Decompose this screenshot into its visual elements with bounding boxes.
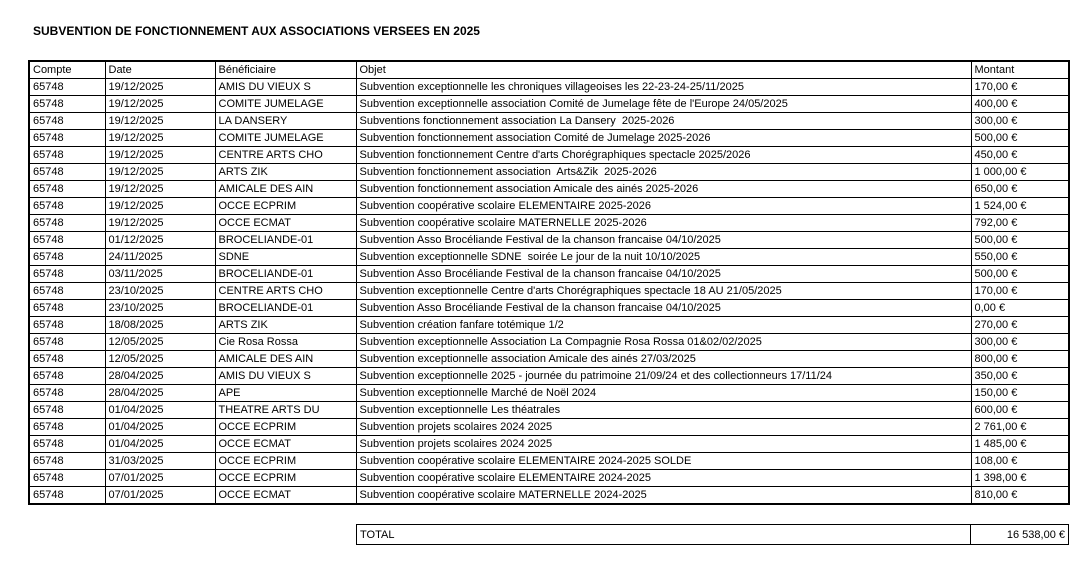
cell-date: 19/12/2025 — [105, 113, 215, 130]
cell-date: 01/04/2025 — [105, 419, 215, 436]
cell-date: 07/01/2025 — [105, 487, 215, 505]
table-row — [29, 266, 1069, 283]
cell-beneficiaire: OCCE ECMAT — [215, 215, 356, 232]
cell-date: 19/12/2025 — [105, 164, 215, 181]
cell-montant: 600,00 € — [971, 402, 1069, 419]
cell-compte: 65748 — [29, 249, 105, 266]
cell-objet: Subvention fonctionnement association Arts&Zik 2025-2026 — [356, 164, 971, 181]
cell-objet: Subvention Asso Brocéliande Festival de la chanson francaise 04/10/2025 — [356, 300, 971, 317]
cell-objet: Subvention exceptionnelle association Comité de Jumelage fête de l'Europe 24/05/2025 — [356, 96, 971, 113]
cell-compte: 65748 — [29, 487, 105, 505]
cell-beneficiaire: OCCE ECMAT — [215, 436, 356, 453]
cell-montant: 1 524,00 € — [971, 198, 1069, 215]
table-row — [29, 181, 1069, 198]
cell-compte: 65748 — [29, 402, 105, 419]
cell-compte: 65748 — [29, 79, 105, 96]
cell-compte: 65748 — [29, 351, 105, 368]
cell-date: 19/12/2025 — [105, 215, 215, 232]
cell-date: 31/03/2025 — [105, 453, 215, 470]
cell-objet: Subvention exceptionnelle Marché de Noël 2024 — [356, 385, 971, 402]
table-row — [29, 419, 1069, 436]
col-header-date: Date — [105, 61, 215, 79]
cell-montant: 792,00 € — [971, 215, 1069, 232]
cell-compte: 65748 — [29, 283, 105, 300]
table-row — [29, 164, 1069, 181]
cell-montant: 500,00 € — [971, 266, 1069, 283]
table-row — [29, 147, 1069, 164]
cell-objet: Subvention coopérative scolaire MATERNELLE 2025-2026 — [356, 215, 971, 232]
total-row — [356, 524, 1069, 545]
cell-beneficiaire: BROCELIANDE-01 — [215, 266, 356, 283]
cell-date: 28/04/2025 — [105, 385, 215, 402]
cell-date: 28/04/2025 — [105, 368, 215, 385]
cell-compte: 65748 — [29, 96, 105, 113]
cell-objet: Subvention exceptionnelle Les théatrales — [356, 402, 971, 419]
cell-objet: Subvention exceptionnelle Centre d'arts Chorégraphiques spectacle 18 AU 21/05/2025 — [356, 283, 971, 300]
cell-compte: 65748 — [29, 113, 105, 130]
cell-compte: 65748 — [29, 266, 105, 283]
table-row — [29, 402, 1069, 419]
cell-beneficiaire: AMIS DU VIEUX S — [215, 79, 356, 96]
cell-beneficiaire: OCCE ECMAT — [215, 487, 356, 505]
cell-objet: Subvention coopérative scolaire ELEMENTAIRE 2024-2025 SOLDE — [356, 453, 971, 470]
total-label: TOTAL — [357, 525, 971, 545]
cell-compte: 65748 — [29, 181, 105, 198]
cell-beneficiaire: BROCELIANDE-01 — [215, 232, 356, 249]
cell-montant: 150,00 € — [971, 385, 1069, 402]
table-row — [29, 249, 1069, 266]
cell-montant: 170,00 € — [971, 79, 1069, 96]
table-row — [29, 453, 1069, 470]
cell-date: 19/12/2025 — [105, 147, 215, 164]
cell-date: 12/05/2025 — [105, 351, 215, 368]
cell-compte: 65748 — [29, 215, 105, 232]
cell-date: 23/10/2025 — [105, 300, 215, 317]
cell-compte: 65748 — [29, 300, 105, 317]
cell-montant: 400,00 € — [971, 96, 1069, 113]
cell-objet: Subvention Asso Brocéliande Festival de la chanson francaise 04/10/2025 — [356, 232, 971, 249]
cell-compte: 65748 — [29, 436, 105, 453]
cell-compte: 65748 — [29, 334, 105, 351]
col-header-beneficiaire: Bénéficiaire — [215, 61, 356, 79]
cell-objet: Subvention Asso Brocéliande Festival de la chanson francaise 04/10/2025 — [356, 266, 971, 283]
cell-objet: Subvention exceptionnelle Association La Compagnie Rosa Rossa 01&02/02/2025 — [356, 334, 971, 351]
page-title: SUBVENTION DE FONCTIONNEMENT AUX ASSOCIATIONS VERSEES EN 2025 — [33, 24, 480, 38]
table-row — [29, 215, 1069, 232]
cell-compte: 65748 — [29, 232, 105, 249]
cell-objet: Subvention fonctionnement Centre d'arts Chorégraphiques spectacle 2025/2026 — [356, 147, 971, 164]
cell-beneficiaire: CENTRE ARTS CHO — [215, 283, 356, 300]
table-row — [29, 79, 1069, 96]
cell-objet: Subvention exceptionnelle les chroniques villageoises les 22-23-24-25/11/2025 — [356, 79, 971, 96]
cell-objet: Subvention coopérative scolaire MATERNELLE 2024-2025 — [356, 487, 971, 505]
cell-compte: 65748 — [29, 453, 105, 470]
col-header-montant: Montant — [971, 61, 1069, 79]
cell-beneficiaire: THEATRE ARTS DU — [215, 402, 356, 419]
cell-montant: 0,00 € — [971, 300, 1069, 317]
table-row — [29, 368, 1069, 385]
cell-beneficiaire: AMICALE DES AIN — [215, 351, 356, 368]
cell-date: 12/05/2025 — [105, 334, 215, 351]
table-row — [29, 436, 1069, 453]
table-row — [29, 232, 1069, 249]
cell-montant: 350,00 € — [971, 368, 1069, 385]
cell-montant: 500,00 € — [971, 130, 1069, 147]
cell-beneficiaire: OCCE ECPRIM — [215, 470, 356, 487]
table-row — [29, 96, 1069, 113]
table-row — [29, 334, 1069, 351]
cell-compte: 65748 — [29, 164, 105, 181]
table-row — [29, 317, 1069, 334]
cell-montant: 810,00 € — [971, 487, 1069, 505]
cell-objet: Subvention coopérative scolaire ELEMENTAIRE 2025-2026 — [356, 198, 971, 215]
cell-beneficiaire: Cie Rosa Rossa — [215, 334, 356, 351]
cell-objet: Subventions fonctionnement association La Dansery 2025-2026 — [356, 113, 971, 130]
cell-beneficiaire: APE — [215, 385, 356, 402]
cell-montant: 500,00 € — [971, 232, 1069, 249]
col-header-compte: Compte — [29, 61, 105, 79]
cell-compte: 65748 — [29, 130, 105, 147]
cell-beneficiaire: BROCELIANDE-01 — [215, 300, 356, 317]
cell-compte: 65748 — [29, 419, 105, 436]
cell-montant: 1 398,00 € — [971, 470, 1069, 487]
table-row — [29, 130, 1069, 147]
cell-montant: 270,00 € — [971, 317, 1069, 334]
cell-date: 03/11/2025 — [105, 266, 215, 283]
cell-date: 01/04/2025 — [105, 436, 215, 453]
cell-beneficiaire: OCCE ECPRIM — [215, 198, 356, 215]
cell-objet: Subvention création fanfare totémique 1/2 — [356, 317, 971, 334]
cell-montant: 170,00 € — [971, 283, 1069, 300]
cell-beneficiaire: AMIS DU VIEUX S — [215, 368, 356, 385]
cell-montant: 800,00 € — [971, 351, 1069, 368]
cell-compte: 65748 — [29, 198, 105, 215]
cell-montant: 1 000,00 € — [971, 164, 1069, 181]
table-body — [29, 79, 1069, 505]
cell-beneficiaire: COMITE JUMELAGE — [215, 96, 356, 113]
table-row — [29, 198, 1069, 215]
cell-montant: 650,00 € — [971, 181, 1069, 198]
cell-beneficiaire: ARTS ZIK — [215, 317, 356, 334]
cell-beneficiaire: COMITE JUMELAGE — [215, 130, 356, 147]
cell-objet: Subvention fonctionnement association Amicale des ainés 2025-2026 — [356, 181, 971, 198]
cell-beneficiaire: OCCE ECPRIM — [215, 453, 356, 470]
cell-montant: 108,00 € — [971, 453, 1069, 470]
cell-objet: Subvention coopérative scolaire ELEMENTAIRE 2024-2025 — [356, 470, 971, 487]
cell-date: 07/01/2025 — [105, 470, 215, 487]
cell-montant: 300,00 € — [971, 334, 1069, 351]
table-header-row — [29, 61, 1069, 79]
table-row — [29, 283, 1069, 300]
cell-compte: 65748 — [29, 385, 105, 402]
cell-date: 01/04/2025 — [105, 402, 215, 419]
col-header-objet: Objet — [356, 61, 971, 79]
cell-compte: 65748 — [29, 470, 105, 487]
cell-montant: 300,00 € — [971, 113, 1069, 130]
cell-beneficiaire: AMICALE DES AIN — [215, 181, 356, 198]
cell-date: 19/12/2025 — [105, 96, 215, 113]
cell-date: 19/12/2025 — [105, 79, 215, 96]
cell-beneficiaire: LA DANSERY — [215, 113, 356, 130]
table-row — [29, 351, 1069, 368]
subsidies-table — [28, 60, 1070, 505]
cell-objet: Subvention exceptionnelle SDNE soirée Le jour de la nuit 10/10/2025 — [356, 249, 971, 266]
cell-montant: 550,00 € — [971, 249, 1069, 266]
cell-objet: Subvention projets scolaires 2024 2025 — [356, 419, 971, 436]
table-row — [29, 300, 1069, 317]
cell-date: 18/08/2025 — [105, 317, 215, 334]
cell-compte: 65748 — [29, 147, 105, 164]
cell-date: 23/10/2025 — [105, 283, 215, 300]
cell-objet: Subvention exceptionnelle association Amicale des ainés 27/03/2025 — [356, 351, 971, 368]
cell-date: 19/12/2025 — [105, 198, 215, 215]
cell-beneficiaire: OCCE ECPRIM — [215, 419, 356, 436]
cell-beneficiaire: ARTS ZIK — [215, 164, 356, 181]
cell-montant: 2 761,00 € — [971, 419, 1069, 436]
cell-compte: 65748 — [29, 317, 105, 334]
cell-objet: Subvention projets scolaires 2024 2025 — [356, 436, 971, 453]
cell-objet: Subvention exceptionnelle 2025 - journée du patrimoine 21/09/24 et des collectionneurs 17/11/24 — [356, 368, 971, 385]
cell-montant: 1 485,00 € — [971, 436, 1069, 453]
cell-compte: 65748 — [29, 368, 105, 385]
table-row — [29, 113, 1069, 130]
cell-beneficiaire: CENTRE ARTS CHO — [215, 147, 356, 164]
cell-date: 01/12/2025 — [105, 232, 215, 249]
cell-date: 19/12/2025 — [105, 130, 215, 147]
table-row — [29, 470, 1069, 487]
cell-beneficiaire: SDNE — [215, 249, 356, 266]
table-row — [29, 487, 1069, 505]
cell-date: 19/12/2025 — [105, 181, 215, 198]
cell-objet: Subvention fonctionnement association Comité de Jumelage 2025-2026 — [356, 130, 971, 147]
cell-montant: 450,00 € — [971, 147, 1069, 164]
cell-date: 24/11/2025 — [105, 249, 215, 266]
total-value: 16 538,00 € — [971, 525, 1069, 545]
table-row — [29, 385, 1069, 402]
